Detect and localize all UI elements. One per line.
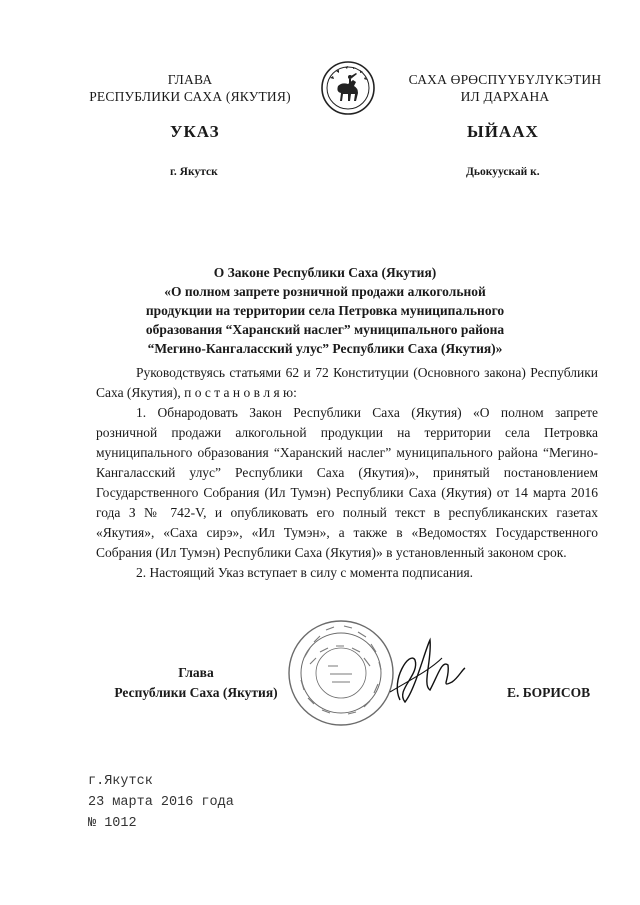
footer-block (88, 771, 234, 834)
doc-type-right: ЫЙААХ (467, 122, 539, 141)
coat-of-arms-emblem (320, 60, 376, 116)
item-1-paragraph: 1. Обнародовать Закон Республики Саха (Якутия) «О полном запрете розничной продажи алкогольной продукции на территории села Петровка муниципального образования “Харанский наслег” муниципального района “Мегино-Кангаласский улус” Республики Саха (Якутия)», принятый постановлением Государственного Собрания (Ил Тумэн) Республики Саха (Якутия) от 14 марта 2016 года З № 742-V, и опубликовать его полный текст в республиканских газетах «Якутия», «Саха сирэ», «Ил Тумэн», а также в «Ведомостях Государственного Собрания (Ил Тумэн) Республики Саха (Якутия)» в установленный законом срок. (96, 405, 598, 560)
header-right (390, 71, 620, 105)
signature-name: Е. БОРИСОВ (507, 685, 591, 700)
footer-city: г.Якутск (88, 774, 153, 789)
title-line5: “Мегино-Кангаласский улус” Республики Саха (Якутия)» (147, 341, 503, 356)
preamble-paragraph: Руководствуясь статьями 62 и 72 Конституции (Основного закона) Республики Саха (Якутия), п о с т а н о в л я ю: (96, 365, 598, 400)
header-right-line1: САХА ӨРӨСПҮҮБҮЛҮКЭТИН (408, 72, 602, 87)
title-line3: продукции на территории села Петровка муниципального (145, 303, 505, 318)
handwritten-signature (370, 630, 470, 710)
doc-type-left: УКАЗ (170, 122, 220, 141)
header-left (80, 71, 300, 105)
decree-body (96, 363, 598, 583)
header-left-line1: ГЛАВА (167, 72, 213, 87)
city-right: Дьокуускай к. (466, 166, 540, 178)
footer-number: № 1012 (88, 816, 137, 831)
title-line2: «О полном запрете розничной продажи алкогольной (164, 284, 486, 299)
signature-role (96, 663, 296, 703)
signature-role-line1: Глава (178, 665, 214, 680)
title-line1: О Законе Республики Саха (Якутия) (213, 265, 437, 280)
decree-title (60, 263, 590, 358)
header-right-line2: ИЛ ДАРХАНА (460, 89, 550, 104)
title-line4: образования “Харанский наслег” муниципального района (145, 322, 505, 337)
signature-role-line2: Республики Саха (Якутия) (114, 685, 278, 700)
footer-date: 23 марта 2016 года (88, 795, 234, 810)
city-left: г. Якутск (170, 166, 218, 178)
item-2-paragraph: 2. Настоящий Указ вступает в силу с момента подписания. (136, 565, 474, 580)
header-left-line2: РЕСПУБЛИКИ САХА (ЯКУТИЯ) (89, 89, 291, 104)
